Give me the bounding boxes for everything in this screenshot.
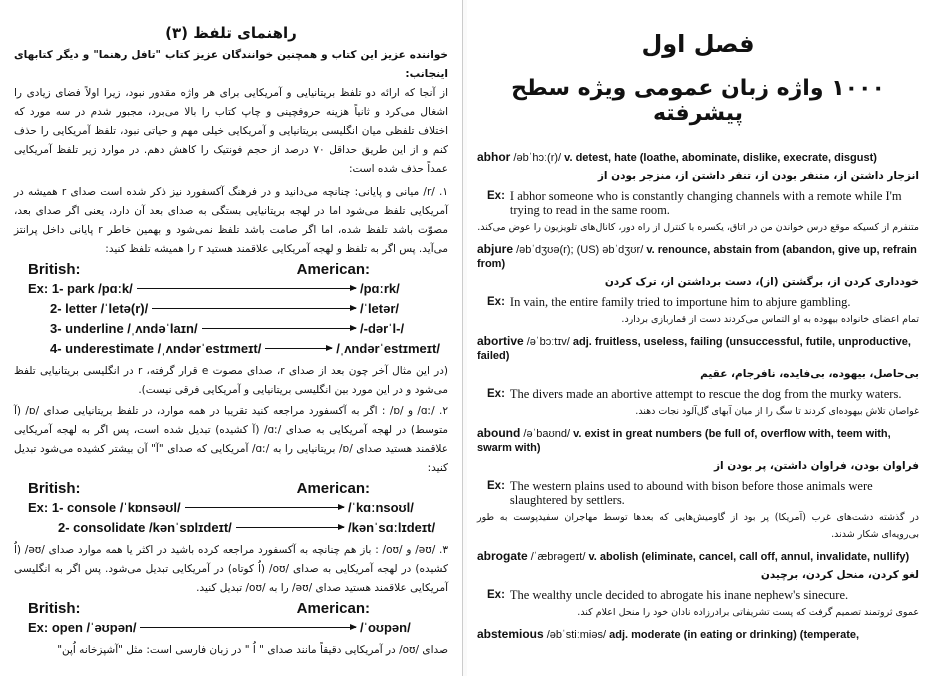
headword: abhor — [477, 150, 511, 164]
example-sentence: In vain, the entire family tried to importune him to abjure gambling. — [509, 295, 851, 309]
pronunciation: /ˈæbrəgeɪt/ — [530, 551, 586, 563]
comparison-row — [28, 298, 440, 318]
british-label: British: — [28, 261, 81, 278]
right-page — [467, 0, 929, 676]
persian-definition: فراوان بودن، فراوان داشتن، پر بودن از — [713, 460, 919, 472]
persian-translation: در گذشته دشت‌های غرب (آمریکا) پر بود از گاومیش‌هایی که بعدها توسط مهاجران سفیدپوست به طور بی‌رویه‌ای شکار شدند. — [477, 512, 919, 540]
persian-definition: بی‌حاصل، بیهوده، بی‌فایده، نافرجام، عقیم — [700, 368, 919, 380]
section-1-text: ۱. /r/ میانی و پایانی: چنانچه می‌دانید و در فرهنگ آکسفورد نیز ذکر شده است صدای r همیشه در آمریکایی تلفظ می‌شود اما در لهجه بریتانیایی بستگی به صدای بعد آن دارد، یعنی اگر صدای بعد، مصوّت باشد تلفظ شده، اما اگر صامت باشد تلفظ نمی‌شود و بهمین خاطر r پایانی داخل پرانتز می‌آید. پس اگر به تلفظ و لهجه آمریکایی علاقمند هستید r را همیشه تلفظ کنید: — [14, 186, 449, 255]
headword: abortive — [477, 334, 524, 348]
definition: v. abolish (eliminate, cancel, call off, annul, invalidate, nullify) — [588, 551, 910, 563]
american-pron: /ˈletər/ — [360, 300, 400, 316]
example-sentence: The divers made an abortive attempt to rescue the dog from the murky waters. — [509, 387, 902, 401]
intro-text: از آنجا که ارائه دو تلفظ بریتانیایی و آمریکایی برای هر واژه مقدور نبود، زیرا اولاً فضای زیادی را اشغال می‌کرد و ثانیاً هزینه حروفچینی و چاپ کتاب را بالا می‌برد، مجبور شدم در سه مورد که اختلاف تلفظی میان انگلیسی بریتانیایی و آمریکایی خیلی مهم و حیاتی نبود، تلفظ آمریکایی را حذف کنم و از این طریق حداقل ۷۰ درصد از حجم فونتیک را کاهش دهم. در موارد زیر تلفظ آمریکایی عمداً حذف شده است: — [14, 87, 449, 175]
vocab-entry — [477, 150, 919, 236]
book-title: ۱۰۰۰ واژه زبان عمومی ویژه سطح پیشرفته — [511, 76, 885, 126]
definition: v. exist in great numbers (be full of, overflow with, teem with, swarm with) — [477, 428, 891, 454]
american-label: American: — [296, 480, 370, 497]
definition: v. detest, hate (loathe, abominate, dislike, execrate, disgust) — [564, 152, 877, 164]
note-1: (در این مثال آخر چون بعد از صدای r، صدای مصوت e قرار گرفته، r در انگلیسی بریتانیایی تلفظ می‌شود و در این مورد بین انگلیسی بریتانیایی و آمریکایی فرقی نیست). — [14, 365, 448, 396]
headword: abound — [477, 426, 521, 440]
example-label: Ex: — [487, 480, 505, 492]
example-sentence: I abhor someone who is constantly changing channels with a remote while I'm trying to read in the same room. — [509, 189, 902, 217]
headword: abjure — [477, 242, 514, 256]
british-pron: Ex: open /ˈəʊpən/ — [28, 619, 137, 635]
left-page — [0, 0, 462, 676]
british-pron: 3- underline /ˌʌndəˈlaɪn/ — [50, 320, 198, 336]
persian-translation: غواصان تلاش بیهوده‌ای کردند تا سگ را از میان آبهای گل‌آلود نجات دهند. — [635, 406, 919, 417]
headword: abrogate — [477, 549, 528, 563]
chapter-title: فصل اول — [641, 30, 755, 58]
example-sentence: The wealthy uncle decided to abrogate his inane nephew's sinecure. — [509, 588, 849, 602]
british-pron: 2- consolidate /kənˈsɒlɪdeɪt/ — [58, 519, 232, 535]
persian-definition: انزجار داشتن از، متنفر بودن از، تنفر داشتن از، منزجر بودن از — [597, 170, 919, 182]
american-pron: /kənˈsɑːlɪdeɪt/ — [348, 519, 436, 535]
american-pron: /pɑːrk/ — [360, 280, 400, 296]
british-label: British: — [28, 480, 81, 497]
british-label: British: — [28, 600, 81, 617]
entry-head — [477, 334, 919, 363]
section-3-text: ۳. /əʊ/ و /oʊ/ : باز هم چنانچه به آکسفورد مراجعه کرده باشید در اکثر یا همه موارد صدای /əʊ/ (اُ کشیده) در لهجه آمریکایی به صدای /oʊ/ (اُ کوتاه) در آمریکایی تبدیل می‌شود. پس اگر به انگلیسی آمریکایی علاقمند هستید صدای /əʊ/ را به /oʊ/ تبدیل کنید. — [14, 544, 449, 594]
example — [487, 387, 919, 401]
arrow-icon — [140, 627, 356, 628]
left-footer-text: صدای /oʊ/ در آمریکایی دقیقاً مانند صدای " اُ " در زبان فارسی است: مثل "آشپزخانه اُپن" — [57, 644, 448, 656]
arrow-icon — [202, 328, 356, 329]
british-pron: 2- letter /ˈletə(r)/ — [50, 300, 149, 316]
american-label: American: — [296, 261, 370, 278]
vocab-entry — [477, 627, 919, 642]
arrow-icon — [236, 527, 344, 528]
pronunciation: /əˈbɔːtɪv/ — [526, 336, 570, 348]
persian-translation: عموی ثروتمند تصمیم گرفت که پست تشریفاتی برادرزاده نادان خود را منحل اعلام کند. — [577, 607, 919, 618]
headword: abstemious — [477, 627, 544, 641]
vocab-entry — [477, 242, 919, 328]
american-pron: /ˈkɑːnsoʊl/ — [348, 499, 414, 515]
entry-head — [477, 627, 919, 642]
persian-definition: لغو کردن، منحل کردن، برچیدن — [760, 569, 919, 581]
example-label: Ex: — [487, 388, 505, 400]
example — [487, 588, 919, 602]
comparison-table-1 — [28, 261, 440, 358]
pronunciation: /əbˈstiːmiəs/ — [546, 629, 607, 641]
vocab-entry — [477, 334, 919, 420]
arrow-icon — [137, 288, 356, 289]
persian-definition: خودداری کردن از، برگشتن (از)، دست برداشتن از، ترک کردن — [604, 276, 919, 288]
example-label: Ex: — [487, 296, 505, 308]
section-2-text: ۲. /ɑː/ و /ɒ/ : اگر به آکسفورد مراجعه کنید تقریبا در همه موارد، در تلفظ بریتانیایی صدای /ɒ/ (آ متوسط) در لهجه آمریکایی به صدای /ɑː/ (آ کشیده) تبدیل شده است، پس اگر به لهجه آمریکایی علاقمند هستید صدای /ɒ/ بریتانیایی را به /ɑː/ آمریکایی که صدای "آ" آن بیشتر کشیده می‌شود تبدیل کنید: — [14, 405, 449, 474]
definition: adj. moderate (in eating or drinking) (temperate, — [609, 629, 860, 641]
entry-head — [477, 150, 919, 165]
example-sentence: The western plains used to abound with bison before those animals were slaughtered by settlers. — [509, 479, 873, 507]
example-label: Ex: — [487, 190, 505, 202]
persian-translation: تمام اعضای خانواده بیهوده به او التماس می‌کردند دست از قماربازی بردارد. — [621, 314, 919, 325]
entry-head — [477, 242, 919, 271]
pronunciation: /əbˈdʒʊə(r); (US) əbˈdʒʊr/ — [516, 244, 644, 256]
comparison-row — [28, 617, 440, 637]
american-pron: /ˌʌndərˈestɪmeɪt/ — [336, 340, 440, 356]
british-pron: Ex: 1- park /pɑːk/ — [28, 280, 133, 296]
arrow-icon — [152, 308, 356, 309]
comparison-row — [28, 278, 440, 298]
definition: v. renounce, abstain from (abandon, give up, refrain from) — [477, 244, 917, 270]
example — [487, 479, 919, 507]
comparison-row — [28, 338, 440, 358]
american-pron: /ˈoʊpən/ — [360, 619, 411, 635]
definition: adj. fruitless, useless, failing (unsuccessful, futile, unproductive, failed) — [477, 336, 911, 362]
american-label: American: — [296, 600, 370, 617]
arrow-icon — [185, 507, 344, 508]
pronunciation: /əˈbaʊnd/ — [523, 428, 571, 440]
entry-head — [477, 549, 919, 564]
comparison-row — [28, 497, 440, 517]
arrow-icon — [265, 348, 332, 349]
british-pron: Ex: 1- console /ˈkɒnsəʊl/ — [28, 499, 181, 515]
example — [487, 189, 919, 217]
example-label: Ex: — [487, 589, 505, 601]
comparison-row — [28, 517, 440, 537]
comparison-row — [28, 318, 440, 338]
vocab-entry — [477, 426, 919, 543]
vocab-entry — [477, 549, 919, 621]
example — [487, 295, 919, 309]
comparison-table-2 — [28, 480, 440, 537]
persian-translation: متنفرم از کسیکه موقع درس خواندن من در اتاق، یکسره با کنترل از راه دور، کانال‌های تلویزیون را عوض می‌کند. — [477, 222, 919, 233]
entry-head — [477, 426, 919, 455]
left-page-title: راهنمای تلفظ (۳) — [165, 24, 297, 42]
comparison-table-3 — [28, 600, 440, 637]
british-pron: 4- underestimate /ˌʌndərˈestɪmeɪt/ — [50, 340, 262, 356]
american-pron: /-dərˈl-/ — [360, 320, 405, 336]
intro-heading: خواننده عزیز این کتاب و همچنین خوانندگان عزیز کتاب "تافل رهنما" و دیگر کتابهای اینجانب: — [14, 49, 448, 80]
pronunciation: /əbˈhɔː(r)/ — [513, 152, 562, 164]
